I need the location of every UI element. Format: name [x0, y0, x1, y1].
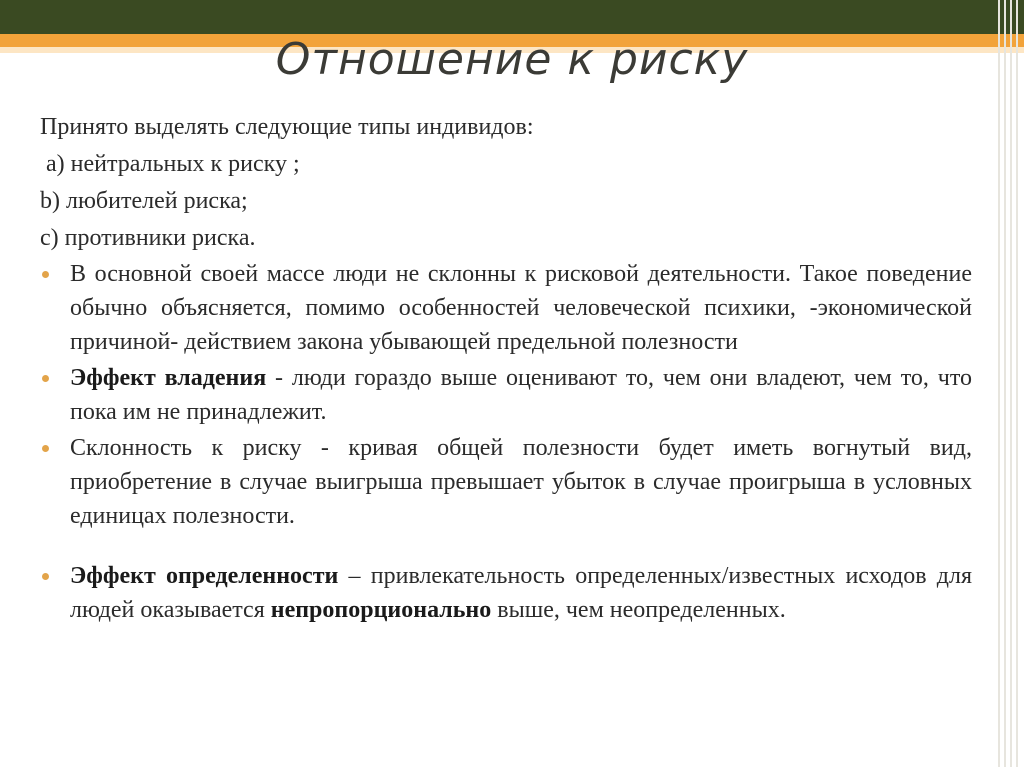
bullet-text: Склонность к риску - кривая общей полезности будет иметь вогнутый вид, приобретение в случае выигрыша превышает убыток в случае проигрыша в условных единицах полезности. [70, 435, 972, 529]
header-dark-band [0, 0, 1024, 34]
bullet-item [40, 431, 972, 533]
type-item-a: a) нейтральных к риску ; [46, 151, 300, 177]
type-item-b: b) любителей риска; [40, 188, 248, 214]
type-item-c: c) противники риска. [40, 225, 256, 251]
bullet-item [40, 361, 972, 429]
intro-text: Принято выделять следующие типы индивидов: [40, 114, 534, 140]
bullet-text: - люди гораздо выше оценивают то, чем они владеют, чем то, что пока им не принадлежит. [70, 365, 972, 425]
right-edge-stripes [994, 0, 1024, 767]
bullet-term: Эффект владения [70, 365, 267, 391]
bullet-text: В основной своей массе люди не склонны к рисковой деятельности. Такое поведение обычно объясняется, помимо особенностей человеческой психики, -экономической причиной- действием закона убывающей предельной полезности [70, 261, 972, 355]
bullet-emphasis: непропорционально [270, 597, 492, 623]
slide-title: Отношение к риску [275, 34, 749, 85]
bullet-dot-icon [42, 271, 49, 278]
bullet-dot-icon [42, 573, 49, 580]
bullet-dot-icon [42, 445, 49, 452]
slide-body [40, 110, 972, 627]
bullet-item [40, 559, 972, 627]
bullet-text: – привлекательность определенных/известных исходов для людей оказывается [70, 563, 973, 623]
bullet-dot-icon [42, 375, 49, 382]
bullet-item [40, 257, 972, 359]
bullet-text-end: выше, чем неопределенных. [491, 597, 786, 623]
bullet-term: Эффект определенности [70, 563, 339, 589]
